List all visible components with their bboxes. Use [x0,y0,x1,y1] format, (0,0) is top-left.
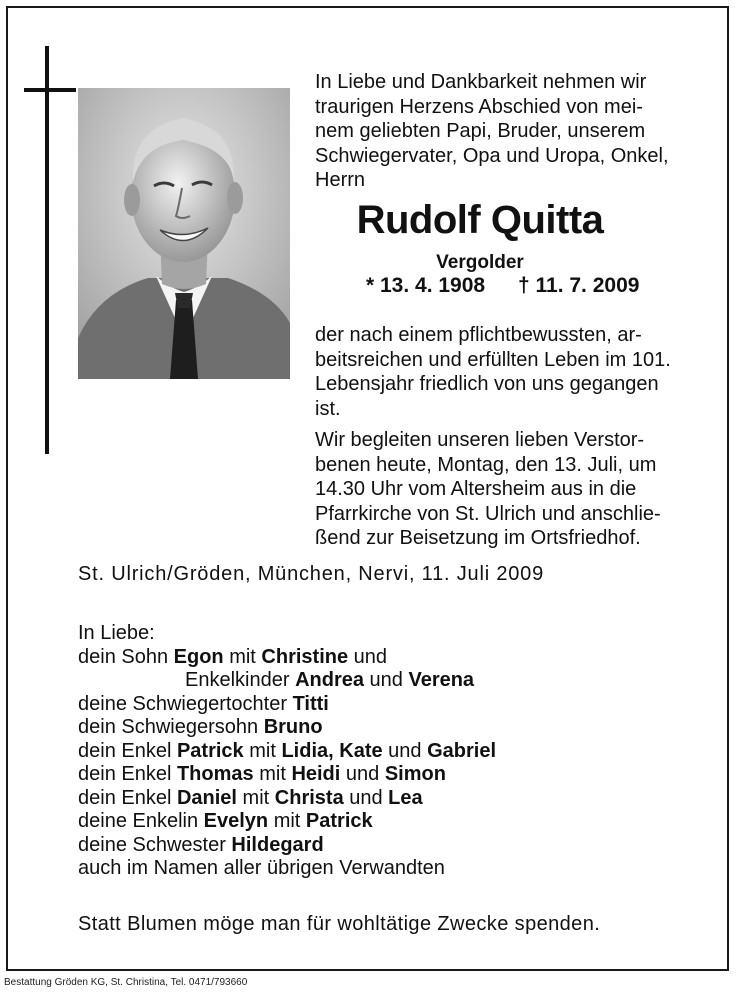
portrait-photo [78,88,290,379]
mourner-relation: deine Schwiegertochter [78,692,293,715]
mourner-row [78,740,496,764]
mourners-list [78,622,496,881]
mourner-relation: Enkelkinder [185,669,296,691]
mourner-name: Evelyn [203,810,269,832]
mourner-name: Hildegard [231,833,324,856]
death-date: † 11. 7. 2009 [518,274,640,297]
closing-note: Statt Blumen möge man für wohltätige Zwecke spenden. [78,913,601,935]
paragraph-line: Pfarrkirche von St. Ulrich und anschlie- [315,502,661,525]
intro-line: nem geliebten Papi, Bruder, unserem [315,120,646,142]
cross-icon [45,46,49,454]
mourner-relation: deine Enkelin [78,810,204,832]
mourner-relation: und [348,645,388,668]
cross-icon-bar [24,88,76,92]
intro-line: Schwiegervater, Opa und Uropa, Onkel, [315,144,669,167]
mourner-relation: mit [243,739,282,762]
mourner-name: Titti [292,692,329,715]
paragraph-line: ßend zur Beisetzung im Ortsfriedhof. [315,527,641,549]
mourner-name: Christine [261,645,349,668]
place-and-date: St. Ulrich/Gröden, München, Nervi, 11. Juli 2009 [78,563,545,585]
paragraph-line: Lebensjahr friedlich von uns gegangen [315,373,659,395]
mourner-relation: dein Schwiegersohn [78,716,264,738]
paragraph-line: ist. [315,397,341,420]
mourner-row [78,787,496,811]
mourner-name: Egon [173,645,224,668]
life-paragraph [315,323,708,421]
mourner-name: Christa [274,786,344,809]
mourner-relation: dein Enkel [78,763,177,785]
mourner-relation: dein Enkel [78,739,177,762]
mourner-row [78,646,496,670]
mourner-name: Simon [384,763,446,785]
mourner-row [78,857,496,881]
profession: Vergolder [436,252,524,273]
mourner-relation: dein Enkel [78,786,177,809]
mourner-name: Verena [408,669,475,691]
mourner-relation: und [382,739,428,762]
paragraph-line: 14.30 Uhr vom Altersheim aus in die [315,478,637,500]
mourner-row [78,716,496,740]
mourner-name: Bruno [263,716,323,738]
mourner-relation: und [343,786,389,809]
mourner-name: Patrick [305,810,373,832]
mourner-row [78,810,496,834]
mourner-relation: und [340,763,385,785]
deceased-name: Rudolf Quitta [356,198,604,242]
mourner-name: Daniel [176,786,237,809]
paragraph-line: beitsreichen und erfüllten Leben im 101. [315,348,671,371]
paragraph-line: benen heute, Montag, den 13. Juli, um [315,453,657,476]
mourner-name: Lidia, Kate [281,739,383,762]
mourner-relation: mit [268,810,306,832]
intro-text [315,70,708,193]
mourner-name: Heidi [291,763,341,785]
paragraph-line: der nach einem pflichtbewussten, ar- [315,324,642,346]
mourner-name: Thomas [176,763,254,785]
mourner-row [78,763,496,787]
birth-date: * 13. 4. 1908 [366,274,486,297]
mourner-relation: mit [223,645,262,668]
mourner-row [78,834,496,858]
funeral-home-footer: Bestattung Gröden KG, St. Christina, Tel. 0471/793660 [4,977,248,988]
mourner-relation: mit [253,763,292,785]
intro-line: Herrn [315,169,366,191]
mourner-name: Gabriel [427,739,497,762]
mourner-relation: auch im Namen aller übrigen Verwandten [78,857,445,879]
mourner-name: Patrick [176,739,244,762]
mourner-row [78,669,496,693]
mourner-name: Lea [388,786,423,809]
mourner-relation: dein Sohn [78,645,174,668]
mourner-relation: mit [237,786,275,809]
funeral-paragraph [315,428,708,551]
intro-line: traurigen Herzens Abschied von mei- [315,95,643,118]
mourner-relation: deine Schwester [78,833,232,856]
mourner-relation: und [363,669,409,691]
mourner-row [78,693,496,717]
paragraph-line: Wir begleiten unseren lieben Verstor- [315,429,645,451]
mourners-heading: In Liebe: [78,622,155,644]
mourner-name: Andrea [295,669,364,691]
intro-line: In Liebe und Dankbarkeit nehmen wir [315,71,647,93]
